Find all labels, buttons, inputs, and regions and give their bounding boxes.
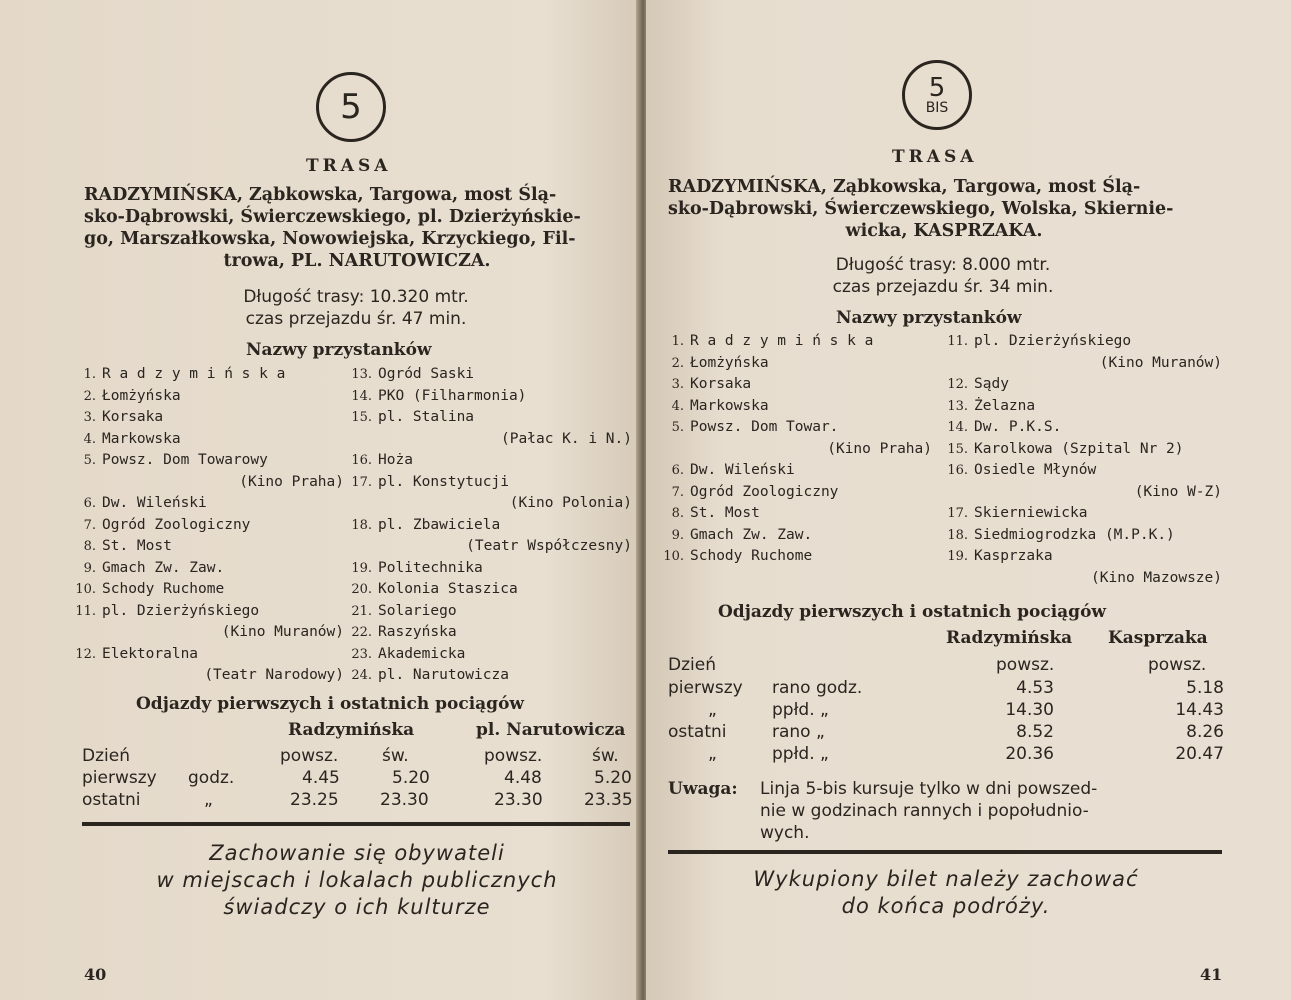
stop-item <box>64 579 344 601</box>
stop-name: Łomżyńska <box>102 387 181 404</box>
stop-item-note <box>340 493 632 515</box>
stop-name: pl. Dzierżyńskiego <box>974 333 1132 349</box>
stop-item <box>64 493 344 515</box>
row-last-v1: 23.25 <box>290 790 339 810</box>
stop-item <box>652 482 932 504</box>
stop-name: pl. Narutowicza <box>378 667 509 683</box>
note-label: Uwaga: <box>668 779 738 799</box>
stop-number: 21. <box>351 603 372 619</box>
stop-number: 12. <box>947 377 968 392</box>
stop-item <box>652 353 932 375</box>
stop-name: Żelazna <box>974 397 1036 414</box>
col-day: Dzień <box>82 746 130 766</box>
stop-name: pl. Stalina <box>378 409 475 425</box>
stop-name: Powsz. Dom Towar. <box>690 419 839 435</box>
motto-line-1: Zachowanie się obywateli <box>209 841 505 865</box>
stop-number: 13. <box>947 398 968 414</box>
stop-name: pl. Konstytucji <box>378 473 509 490</box>
note-line-1: Linja 5-bis kursuje tylko w dni powszed- <box>760 779 1098 799</box>
stop-item <box>936 546 1222 568</box>
row-value-kasprzaka: 20.47 <box>1175 744 1224 764</box>
stop-item <box>64 429 344 451</box>
stop-name: Raszyńska <box>378 624 457 640</box>
stop-item <box>340 386 632 408</box>
stop-item <box>652 503 932 525</box>
row-first-v2: 5.20 <box>392 768 430 788</box>
stop-item <box>64 407 344 429</box>
route-line-a: RADZYMIŃSKA, Ząbkowska, Targowa, most Ślą- <box>668 177 1141 197</box>
route-meta <box>150 286 562 330</box>
stop-name: Markowska <box>690 397 769 414</box>
header-radzyminska: Radzymińska <box>288 720 415 740</box>
stop-name: (Kino Praha) <box>239 473 344 490</box>
stop-number: 9. <box>671 527 684 543</box>
route-line-3: trowa, PL. NARUTOWICZA. <box>223 251 491 271</box>
motto-line-2: w miejscach i lokalach publicznych <box>156 868 558 892</box>
row-time-of-day: rano „ <box>772 722 825 742</box>
stop-number: 22. <box>351 625 372 640</box>
stop-item <box>936 374 1222 396</box>
stop-item <box>340 665 632 687</box>
stop-item <box>340 472 632 494</box>
row-value-kasprzaka: 5.18 <box>1186 678 1224 698</box>
stop-item <box>340 601 632 623</box>
stop-name: Siedmiogrodzka (M.P.K.) <box>974 526 1175 543</box>
stop-number: 16. <box>351 453 372 468</box>
col-sw-2: św. <box>592 746 619 766</box>
stop-item-note <box>936 482 1222 504</box>
departures-heading: Odjazdy pierwszych i ostatnich pociągów <box>718 602 1107 622</box>
stop-number: 18. <box>947 527 968 543</box>
stop-name: Powsz. Dom Towarowy <box>102 452 268 468</box>
row-label: ostatni <box>668 722 727 742</box>
stop-name: (Kino W-Z) <box>1134 483 1222 500</box>
stop-item <box>340 515 632 537</box>
stop-name: Ogród Zoologiczny <box>690 483 839 500</box>
stop-number: 15. <box>947 441 968 457</box>
row-first-godz: godz. <box>188 768 235 788</box>
stop-item <box>340 407 632 429</box>
row-last-v2: 23.30 <box>380 790 429 810</box>
row-last-v3: 23.30 <box>494 790 543 810</box>
stop-item <box>652 396 932 418</box>
stop-number: 8. <box>83 539 96 554</box>
stops-column-1 <box>652 331 932 568</box>
stop-name: (Teatr Współczesny) <box>466 538 632 554</box>
departures-table <box>668 628 1224 768</box>
stop-name: Korsaka <box>102 409 164 425</box>
stop-item <box>340 558 632 580</box>
route-heading: TRASA <box>306 156 392 176</box>
stop-number: 13. <box>351 367 372 382</box>
header-radzyminska: Radzymińska <box>946 628 1073 648</box>
stop-name: Gmach Zw. Zaw. <box>690 526 813 543</box>
route-line-b: sko-Dąbrowski, Świerczewskiego, Wolska, Skiernie- <box>668 199 1174 219</box>
stop-number: 17. <box>351 474 372 490</box>
stop-name: Markowska <box>102 430 181 447</box>
stop-name: R a d z y m i ń s k a <box>690 333 874 349</box>
motto <box>668 866 1224 920</box>
stop-item-note <box>340 536 632 558</box>
stop-item <box>340 450 632 472</box>
col-powsz-2: powsz. <box>484 746 543 766</box>
note-line-3: wych. <box>760 823 810 843</box>
stop-number: 6. <box>671 463 684 478</box>
motto <box>82 840 632 921</box>
stop-number: 3. <box>83 410 96 425</box>
row-label: pierwszy <box>668 678 743 698</box>
route-number-badge <box>902 60 972 130</box>
stops-column-2 <box>340 364 632 687</box>
stop-name: R a d z y m i ń s k a <box>102 366 286 382</box>
stop-number: 23. <box>351 646 372 662</box>
stop-item <box>652 546 932 568</box>
stop-name: Gmach Zw. Zaw. <box>102 559 225 576</box>
stop-item <box>64 450 344 472</box>
stop-item <box>936 417 1222 439</box>
stop-name: Sądy <box>974 376 1009 392</box>
row-time-of-day: rano godz. <box>772 678 863 698</box>
stop-item-note <box>936 568 1222 590</box>
header-narutowicza: pl. Narutowicza <box>476 720 626 740</box>
stop-name: pl. Dzierżyńskiego <box>102 602 260 619</box>
stop-number: 19. <box>351 560 372 576</box>
stop-name: Osiedle Młynów <box>974 462 1097 478</box>
divider-rule <box>82 822 630 826</box>
route-number-badge <box>316 72 386 142</box>
stop-name: Karolkowa (Szpital Nr 2) <box>974 440 1184 457</box>
row-last-v4: 23.35 <box>584 790 633 810</box>
stop-name: Schody Ruchome <box>690 548 813 564</box>
motto-line-1: Wykupiony bilet należy zachować <box>753 867 1139 891</box>
stop-number: 6. <box>83 496 96 511</box>
route-description <box>668 176 1220 242</box>
note-text <box>760 778 1222 844</box>
stop-number: 10. <box>75 582 96 597</box>
stop-name: Skierniewicka <box>974 505 1088 521</box>
stop-item <box>652 525 932 547</box>
stop-name: Łomżyńska <box>690 354 769 371</box>
stop-number: 3. <box>671 377 684 392</box>
stop-name: Dw. Wileński <box>102 495 207 511</box>
stop-number: 10. <box>663 549 684 564</box>
right-page <box>646 0 1291 1000</box>
stop-item <box>64 644 344 666</box>
stop-name: Solariego <box>378 602 457 619</box>
row-value-radzyminska: 14.30 <box>1005 700 1054 720</box>
route-number: 5 <box>340 87 362 127</box>
route-description <box>84 184 630 272</box>
row-time-of-day: ppłd. „ <box>772 700 829 720</box>
route-time: czas przejazdu śr. 34 min. <box>832 277 1054 297</box>
stop-number: 4. <box>671 398 684 414</box>
stop-item <box>936 503 1222 525</box>
stop-name: (Kino Polonia) <box>509 495 632 511</box>
stop-name: (Kino Muranów) <box>221 624 344 640</box>
stop-number: 8. <box>671 506 684 521</box>
stop-number: 7. <box>671 484 684 500</box>
route-number: 5 <box>928 73 946 103</box>
departures-heading: Odjazdy pierwszych i ostatnich pociągów <box>136 694 525 714</box>
stop-number: 1. <box>83 367 96 382</box>
route-line-a: RADZYMIŃSKA, Ząbkowska, Targowa, most Ślą- <box>84 185 557 205</box>
stop-item <box>936 460 1222 482</box>
stop-item <box>652 460 932 482</box>
row-time-of-day: ppłd. „ <box>772 744 829 764</box>
stop-name: Hoża <box>378 452 413 468</box>
stop-number: 24. <box>351 668 372 683</box>
stop-name: St. Most <box>690 505 760 521</box>
col-day: Dzień <box>668 655 716 675</box>
row-first-label: pierwszy <box>82 768 157 788</box>
stop-item <box>340 579 632 601</box>
stop-item-note <box>936 353 1222 375</box>
stop-name: Politechnika <box>378 559 483 576</box>
stop-name: Korsaka <box>690 376 752 392</box>
stop-name: (Kino Muranów) <box>1099 354 1222 371</box>
stop-item <box>64 386 344 408</box>
stop-item-note <box>340 429 632 451</box>
stop-item <box>936 331 1222 353</box>
route-meta <box>736 254 1150 298</box>
motto-line-2: do końca podróży. <box>841 894 1051 918</box>
row-value-kasprzaka: 14.43 <box>1175 700 1224 720</box>
stop-name: Elektoralna <box>102 645 199 662</box>
row-value-kasprzaka: 8.26 <box>1186 722 1224 742</box>
stop-item-note <box>64 665 344 687</box>
stop-number: 18. <box>351 517 372 533</box>
stop-item-note <box>64 622 344 644</box>
motto-line-3: świadczy o ich kulturze <box>223 895 491 919</box>
stop-number: 19. <box>947 549 968 564</box>
stop-item <box>652 374 932 396</box>
stop-number: 14. <box>947 420 968 435</box>
stop-name: St. Most <box>102 538 172 554</box>
row-first-v3: 4.48 <box>504 768 542 788</box>
stop-number: 1. <box>671 334 684 349</box>
stop-number: 14. <box>351 388 372 404</box>
header-kasprzaka: Kasprzaka <box>1108 628 1208 648</box>
stop-item-note <box>64 472 344 494</box>
note-line-2: nie w godzinach rannych i popołudnio- <box>760 801 1089 821</box>
stop-number: 12. <box>75 646 96 662</box>
stop-item <box>64 601 344 623</box>
row-last-label: ostatni <box>82 790 141 810</box>
stop-number: 2. <box>83 388 96 404</box>
row-label: „ <box>708 700 717 720</box>
stop-item <box>936 396 1222 418</box>
page-number: 41 <box>1200 965 1223 984</box>
route-line-2: wicka, KASPRZAKA. <box>845 221 1043 241</box>
stop-number: 20. <box>351 582 372 597</box>
row-value-radzyminska: 20.36 <box>1005 744 1054 764</box>
stops-heading: Nazwy przystanków <box>246 340 432 360</box>
stop-item-note <box>652 439 932 461</box>
stop-name: Kasprzaka <box>974 548 1053 564</box>
stop-name: Kolonia Staszica <box>378 581 518 597</box>
stop-name: (Kino Praha) <box>827 440 932 457</box>
stop-name: Schody Ruchome <box>102 581 225 597</box>
left-page <box>0 0 640 1000</box>
stop-item <box>64 515 344 537</box>
stop-number: 5. <box>671 420 684 435</box>
stop-number: 17. <box>947 506 968 521</box>
stop-number: 4. <box>83 431 96 447</box>
col-powsz-2: powsz. <box>1148 655 1207 675</box>
route-line-2: go, Marszałkowska, Nowowiejska, Krzyckiego, Fil- <box>84 229 576 249</box>
row-value-radzyminska: 8.52 <box>1016 722 1054 742</box>
stop-name: (Pałac K. i N.) <box>501 430 632 447</box>
stop-number: 9. <box>83 560 96 576</box>
col-sw-1: św. <box>382 746 409 766</box>
stop-item <box>64 558 344 580</box>
col-powsz-1: powsz. <box>996 655 1055 675</box>
stop-item <box>340 622 632 644</box>
stop-item <box>64 536 344 558</box>
stop-name: (Teatr Narodowy) <box>204 667 344 683</box>
row-last-godz: „ <box>204 790 213 810</box>
departures-table <box>82 720 632 812</box>
stop-number: 11. <box>75 603 96 619</box>
stop-item <box>652 331 932 353</box>
stops-column-2 <box>936 331 1222 589</box>
route-line-b: sko-Dąbrowski, Świerczewskiego, pl. Dzierżyńskie- <box>84 207 581 227</box>
stops-column-1 <box>64 364 344 687</box>
stop-item <box>64 364 344 386</box>
stop-name: pl. Zbawiciela <box>378 516 501 533</box>
row-label: „ <box>708 744 717 764</box>
stop-name: Dw. P.K.S. <box>974 419 1062 435</box>
stops-heading: Nazwy przystanków <box>836 308 1022 328</box>
stop-name: Dw. Wileński <box>690 462 795 478</box>
stop-name: (Kino Mazowsze) <box>1091 569 1222 586</box>
page-number: 40 <box>84 965 107 984</box>
stop-item <box>340 644 632 666</box>
row-value-radzyminska: 4.53 <box>1016 678 1054 698</box>
route-number-suffix: BIS <box>925 100 949 116</box>
row-first-v4: 5.20 <box>594 768 632 788</box>
col-powsz-1: powsz. <box>280 746 339 766</box>
stop-item <box>652 417 932 439</box>
divider-rule <box>668 850 1222 854</box>
route-length: Długość trasy: 10.320 mtr. <box>243 287 469 307</box>
stop-item <box>340 364 632 386</box>
route-heading: TRASA <box>892 147 978 167</box>
stop-name: Ogród Saski <box>378 366 475 382</box>
stop-name: Akademicka <box>378 645 466 662</box>
row-first-v1: 4.45 <box>302 768 340 788</box>
route-time: czas przejazdu śr. 47 min. <box>245 309 467 329</box>
stop-item <box>936 439 1222 461</box>
stop-number: 16. <box>947 463 968 478</box>
stop-number: 5. <box>83 453 96 468</box>
stop-name: Ogród Zoologiczny <box>102 516 251 533</box>
stop-number: 2. <box>671 355 684 371</box>
route-length: Długość trasy: 8.000 mtr. <box>835 255 1051 275</box>
stop-item <box>936 525 1222 547</box>
stop-number: 11. <box>947 334 968 349</box>
stop-number: 7. <box>83 517 96 533</box>
stop-number: 15. <box>351 410 372 425</box>
stop-name: PKO (Filharmonia) <box>378 387 527 404</box>
